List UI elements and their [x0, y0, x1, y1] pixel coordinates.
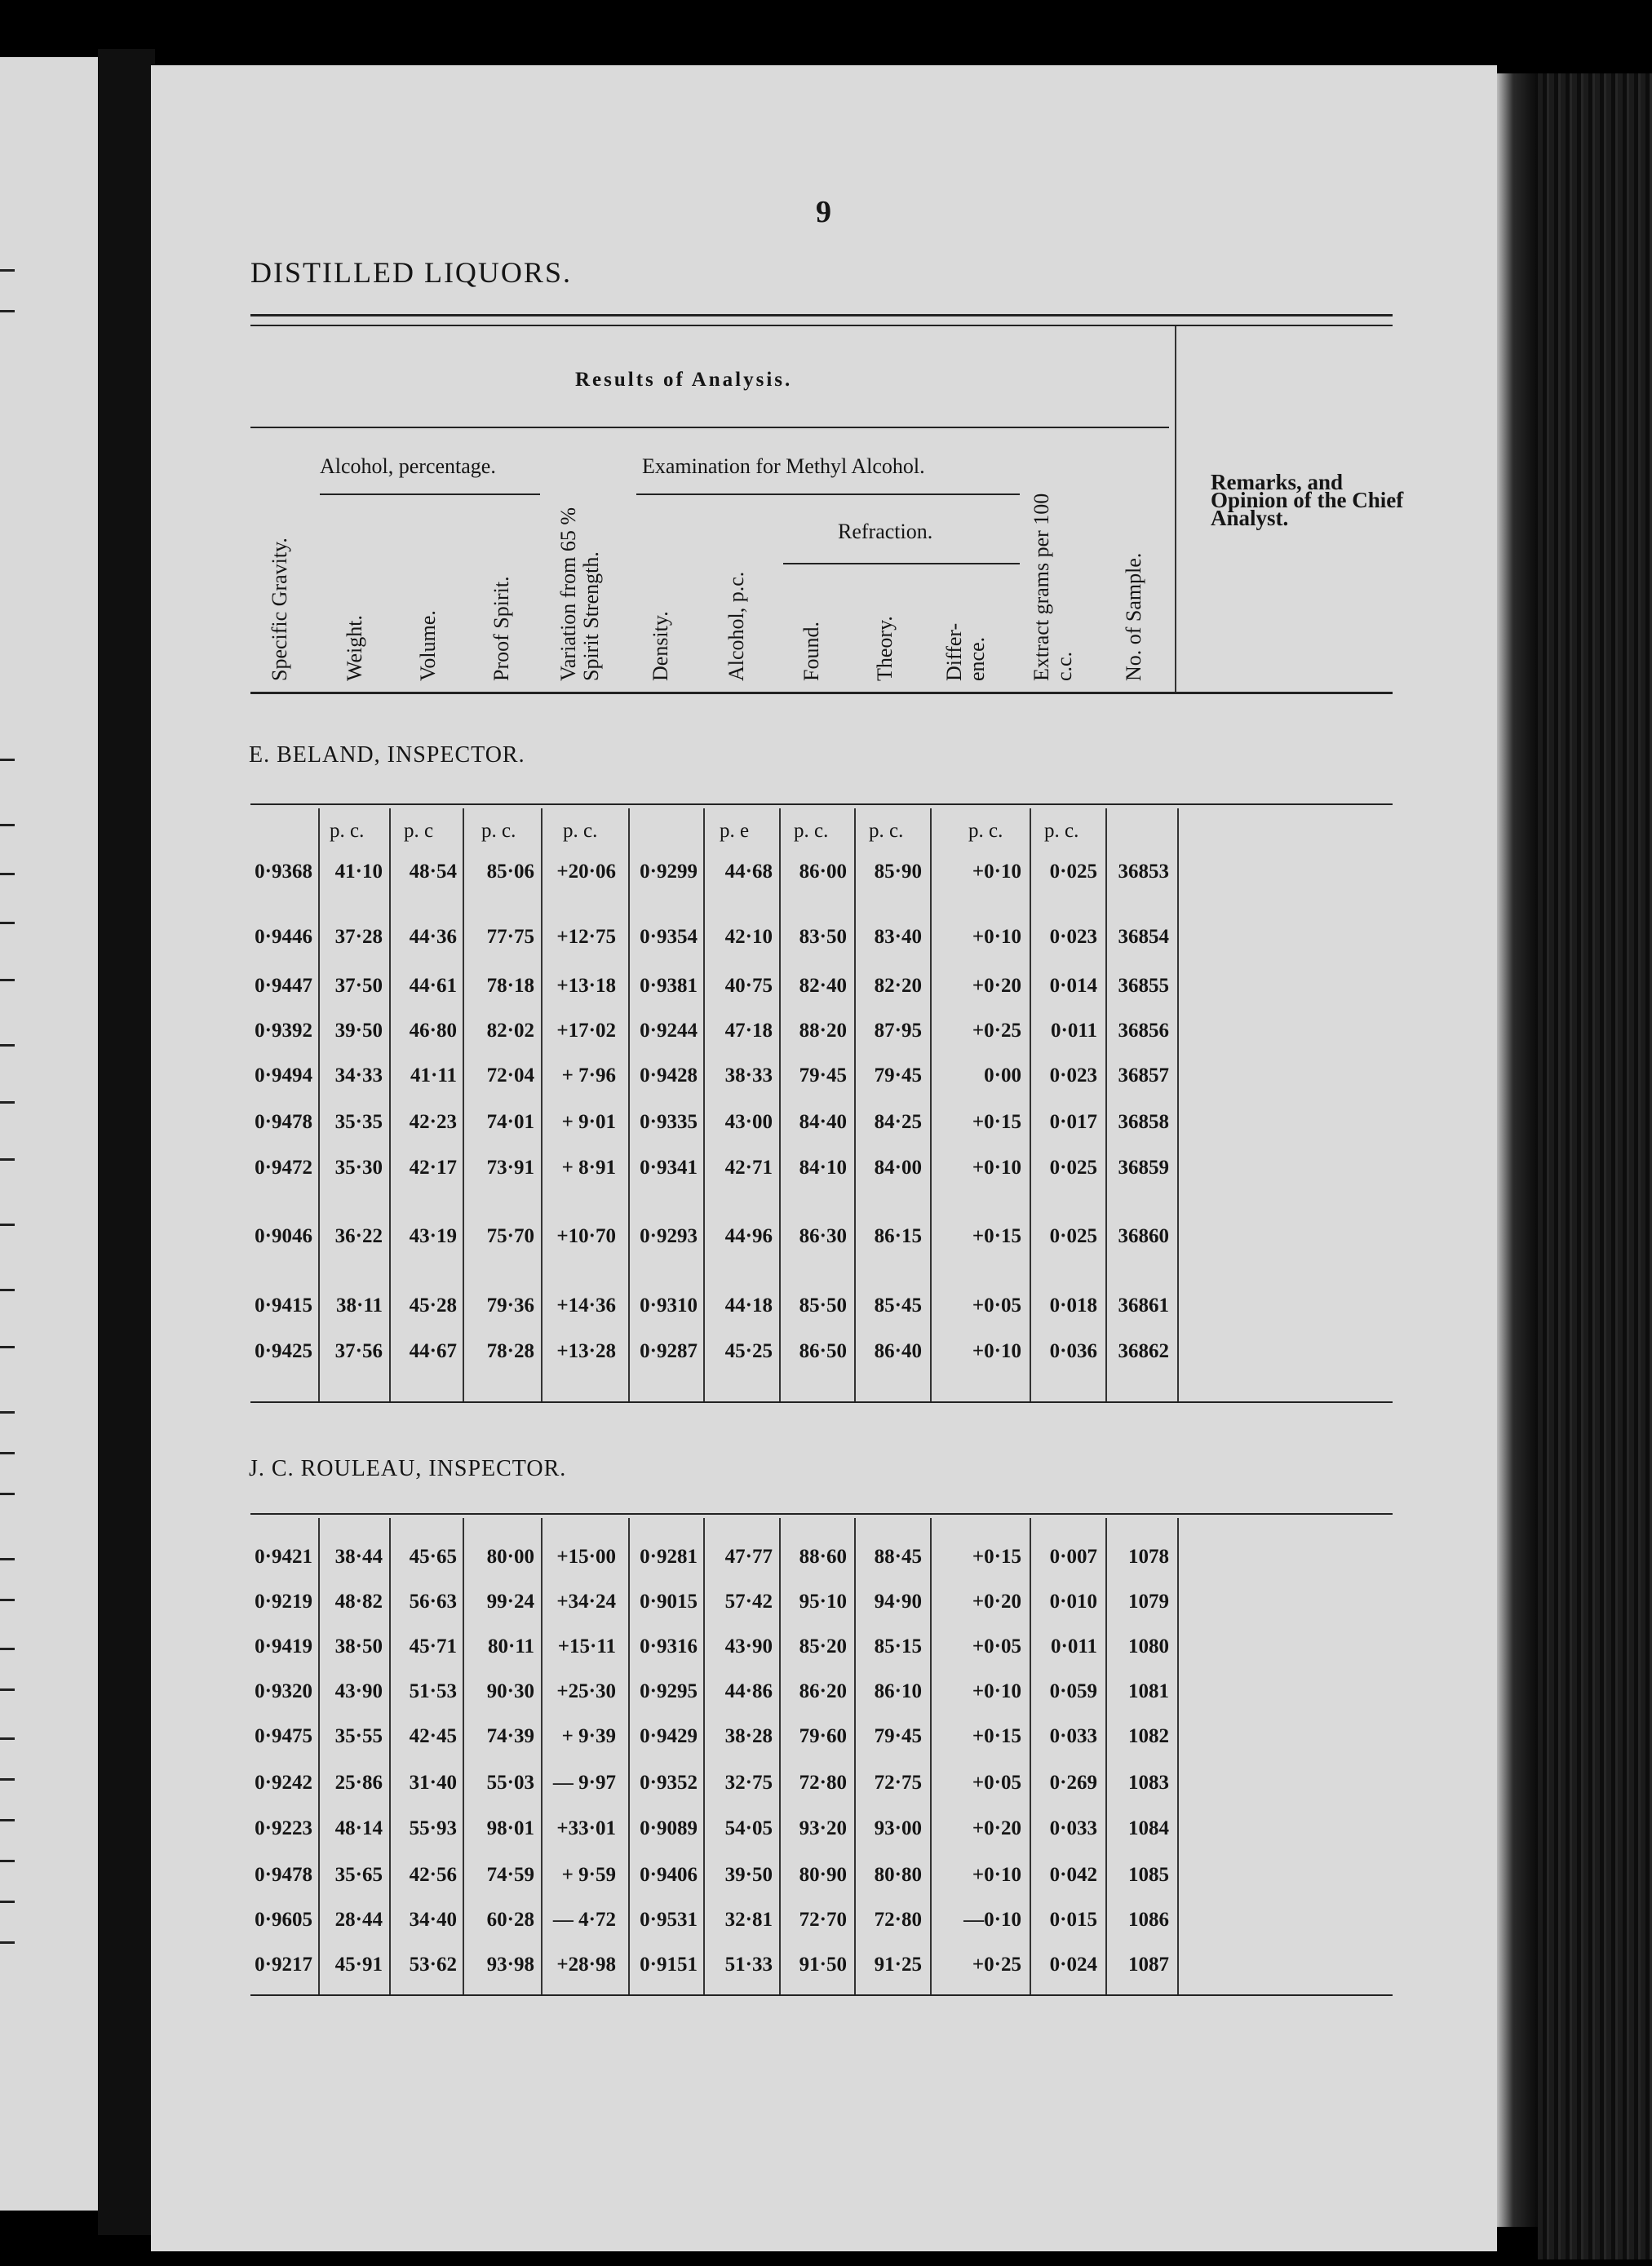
section-title: DISTILLED LIQUORS. [250, 256, 572, 289]
table-cell: 47·77 [724, 1546, 773, 1568]
table-cell: 91·25 [874, 1954, 922, 1976]
binding-gutter [98, 49, 155, 2235]
table-cell: 35·55 [334, 1725, 383, 1747]
inspector-heading: J. C. ROULEAU, INSPECTOR. [249, 1456, 567, 1481]
table-cell: 79·45 [874, 1064, 922, 1087]
table-cell: 0·9151 [640, 1954, 698, 1976]
sample-no-header: No. of Sample. [1122, 552, 1145, 681]
table-cell: 45·28 [409, 1295, 457, 1317]
top-rule-2 [250, 325, 1393, 326]
table-cell: 51·53 [409, 1680, 457, 1702]
table-cell: 0·9475 [255, 1725, 312, 1747]
results-rule [250, 427, 1169, 428]
table-cell: 0·9494 [255, 1064, 312, 1087]
table-cell: 94·90 [874, 1591, 922, 1613]
table-cell: 38·44 [334, 1546, 383, 1568]
table-cell: 31·40 [409, 1772, 457, 1794]
table-cell: 93·00 [874, 1817, 922, 1839]
table-cell: 0·9015 [640, 1591, 698, 1613]
table-cell: —0·10 [963, 1909, 1021, 1931]
alcohol-pc-header: Alcohol, p.c. [724, 571, 748, 681]
table-cell: 57·42 [724, 1591, 773, 1613]
table-cell: 42·45 [409, 1725, 457, 1747]
table-cell: 79·60 [799, 1725, 847, 1747]
header-bottom-rule [250, 692, 1393, 694]
table-cell: 42·23 [409, 1111, 457, 1133]
table-cell: 36860 [1118, 1225, 1169, 1247]
table-cell: 82·20 [874, 975, 922, 997]
table-cell: 77·75 [486, 926, 534, 948]
table-cell: 36854 [1118, 926, 1169, 948]
table-cell: 0·9341 [640, 1157, 698, 1179]
table-cell: 88·60 [799, 1546, 847, 1568]
unit-label: p. c. [794, 820, 829, 842]
difference-header-2: ence. [965, 636, 989, 681]
table-cell: +13·28 [556, 1340, 616, 1362]
table-cell: 0·059 [1049, 1680, 1097, 1702]
table-cell: 74·59 [486, 1864, 534, 1886]
table-cell: 0·036 [1049, 1340, 1097, 1362]
table-cell: 0·9354 [640, 926, 698, 948]
table-cell: +33·01 [556, 1817, 616, 1839]
table-cell: 0·011 [1051, 1635, 1097, 1657]
table-cell: 42·10 [724, 926, 773, 948]
table-cell: 0·9320 [255, 1680, 312, 1702]
extract-header-2: c.c. [1052, 651, 1076, 681]
remarks-header: Remarks, and Opinion of the Chief Analyst. [1211, 470, 1404, 530]
table-cell: +0·20 [972, 1591, 1021, 1613]
table-cell: 0·9429 [640, 1725, 698, 1747]
table-cell: 0·9335 [640, 1111, 698, 1133]
table-cell: 1084 [1128, 1817, 1169, 1839]
table-cell: 55·03 [486, 1772, 534, 1794]
table-cell: 72·70 [799, 1909, 847, 1931]
table-cell: 32·81 [724, 1909, 773, 1931]
table-cell: 1083 [1128, 1772, 1169, 1794]
table-cell: +0·25 [972, 1954, 1021, 1976]
table-cell: 56·63 [409, 1591, 457, 1613]
table-cell: 0·018 [1049, 1295, 1097, 1317]
table-cell: 41·11 [410, 1064, 457, 1087]
table-cell: +0·20 [972, 975, 1021, 997]
table-cell: 86·15 [874, 1225, 922, 1247]
table-cell: 0·9419 [255, 1635, 312, 1657]
table-cell: 1079 [1128, 1591, 1169, 1613]
table-cell: 39·50 [334, 1020, 383, 1042]
table-cell: 0·007 [1049, 1546, 1097, 1568]
table-cell: 0·9425 [255, 1340, 312, 1362]
table-cell: 0·9478 [255, 1864, 312, 1886]
adjacent-page-marks [0, 245, 24, 2039]
volume-header: Volume. [416, 610, 440, 681]
table-cell: 0·9089 [640, 1817, 698, 1839]
table-cell: 0·014 [1049, 975, 1097, 997]
column-divider [1177, 808, 1179, 1401]
table-cell: 36·22 [334, 1225, 383, 1247]
unit-label: p. e [720, 820, 750, 842]
table-cell: 0·9287 [640, 1340, 698, 1362]
table-cell: 84·40 [799, 1111, 847, 1133]
table-cell: 0·9447 [255, 975, 312, 997]
table-cell: 36855 [1118, 975, 1169, 997]
table-cell: 0·9478 [255, 1111, 312, 1133]
table-cell: + 7·96 [561, 1064, 616, 1087]
table-cell: 0·9421 [255, 1546, 312, 1568]
table-cell: +0·05 [972, 1772, 1021, 1794]
table-cell: 86·30 [799, 1225, 847, 1247]
table-cell: 36859 [1118, 1157, 1169, 1179]
table-cell: 36862 [1118, 1340, 1169, 1362]
difference-header: Differ- [942, 622, 966, 681]
table-cell: 0·9244 [640, 1020, 698, 1042]
table-cell: 43·19 [409, 1225, 457, 1247]
table-cell: +28·98 [556, 1954, 616, 1976]
table-cell: 1082 [1128, 1725, 1169, 1747]
page-edge [1497, 73, 1538, 2227]
table-cell: +0·15 [972, 1111, 1021, 1133]
table-cell: 45·91 [334, 1954, 383, 1976]
table-cell: 93·98 [486, 1954, 534, 1976]
table-cell: 35·35 [334, 1111, 383, 1133]
alcohol-percentage-header: Alcohol, percentage. [320, 454, 496, 478]
alcohol-rule [320, 493, 540, 495]
table-cell: +0·15 [972, 1546, 1021, 1568]
found-header: Found. [799, 622, 823, 681]
table-cell: +0·15 [972, 1225, 1021, 1247]
table-cell: 54·05 [724, 1817, 773, 1839]
methyl-rule [636, 493, 1020, 495]
table-cell: 1081 [1128, 1680, 1169, 1702]
table-cell: 60·28 [486, 1909, 534, 1931]
table-cell: 36857 [1118, 1064, 1169, 1087]
table-cell: 1080 [1128, 1635, 1169, 1657]
table-cell: 35·65 [334, 1864, 383, 1886]
table-cell: 48·54 [409, 861, 457, 883]
table-cell: 0·025 [1049, 1225, 1097, 1247]
density-header: Density. [649, 611, 672, 681]
table-cell: 42·56 [409, 1864, 457, 1886]
table-cell: 78·18 [486, 975, 534, 997]
table-cell: +0·05 [972, 1295, 1021, 1317]
table-cell: +34·24 [556, 1591, 616, 1613]
table-cell: 80·00 [486, 1546, 534, 1568]
methyl-exam-header: Examination for Methyl Alcohol. [642, 454, 925, 478]
extract-header: Extract grams per 100 [1030, 493, 1053, 681]
table-cell: 83·50 [799, 926, 847, 948]
table-cell: 38·33 [724, 1064, 773, 1087]
results-header: Results of Analysis. [575, 369, 793, 391]
page-number: 9 [816, 195, 831, 229]
scanner-background [1538, 73, 1652, 2259]
table-cell: 36856 [1118, 1020, 1169, 1042]
table-cell: + 9·39 [561, 1725, 616, 1747]
table-cell: 72·75 [874, 1772, 922, 1794]
table-cell: 72·80 [874, 1909, 922, 1931]
unit-label: p. c. [563, 820, 598, 842]
table-cell: +12·75 [556, 926, 616, 948]
table-cell: 1085 [1128, 1864, 1169, 1886]
table-cell: 38·50 [334, 1635, 383, 1657]
variation-header-2: Spirit Strength. [579, 551, 603, 681]
table-cell: 86·00 [799, 861, 847, 883]
table-cell: 79·45 [874, 1725, 922, 1747]
table-cell: 78·28 [486, 1340, 534, 1362]
table-cell: 0·269 [1049, 1772, 1097, 1794]
table-cell: 0·9299 [640, 861, 698, 883]
table-cell: 86·40 [874, 1340, 922, 1362]
refraction-rule [783, 563, 1020, 564]
refraction-header: Refraction. [838, 520, 933, 543]
table-cell: 85·15 [874, 1635, 922, 1657]
theory-header: Theory. [873, 616, 897, 681]
section-end-rule [250, 1401, 1393, 1403]
table-cell: 0·9281 [640, 1546, 698, 1568]
table-cell: 85·90 [874, 861, 922, 883]
table-cell: 80·11 [488, 1635, 534, 1657]
table-cell: 84·10 [799, 1157, 847, 1179]
table-cell: 39·50 [724, 1864, 773, 1886]
table-cell: +0·10 [972, 1157, 1021, 1179]
table-cell: +20·06 [556, 861, 616, 883]
table-cell: 36861 [1118, 1295, 1169, 1317]
table-cell: 1086 [1128, 1909, 1169, 1931]
table-cell: +0·10 [972, 861, 1021, 883]
table-cell: 98·01 [486, 1817, 534, 1839]
table-cell: 0·9046 [255, 1225, 312, 1247]
table-cell: 0·9295 [640, 1680, 698, 1702]
table-cell: 36858 [1118, 1111, 1169, 1133]
table-cell: 42·17 [409, 1157, 457, 1179]
table-cell: 0·9381 [640, 975, 698, 997]
table-cell: 83·40 [874, 926, 922, 948]
table-cell: 79·45 [799, 1064, 847, 1087]
table-cell: — 9·97 [552, 1772, 616, 1794]
table-cell: 0·9472 [255, 1157, 312, 1179]
remarks-divider [1175, 326, 1176, 693]
table-cell: 0·017 [1049, 1111, 1097, 1133]
table-cell: 44·86 [724, 1680, 773, 1702]
table-cell: 84·25 [874, 1111, 922, 1133]
table-cell: 40·75 [724, 975, 773, 997]
table-cell: 44·67 [409, 1340, 457, 1362]
table-cell: 84·00 [874, 1157, 922, 1179]
table-cell: 0·9217 [255, 1954, 312, 1976]
table-cell: + 9·01 [561, 1111, 616, 1133]
table-cell: 32·75 [724, 1772, 773, 1794]
table-cell: 0·00 [984, 1064, 1021, 1087]
table-cell: 0·033 [1049, 1817, 1097, 1839]
table-cell: 28·44 [334, 1909, 383, 1931]
table-cell: +15·11 [557, 1635, 616, 1657]
table-cell: 99·24 [486, 1591, 534, 1613]
table-cell: 55·93 [409, 1817, 457, 1839]
table-cell: +0·10 [972, 1864, 1021, 1886]
table-cell: 51·33 [724, 1954, 773, 1976]
table-cell: 0·025 [1049, 861, 1097, 883]
table-cell: 0·9223 [255, 1817, 312, 1839]
table-cell: 47·18 [724, 1020, 773, 1042]
table-cell: 44·61 [409, 975, 457, 997]
table-cell: 44·36 [409, 926, 457, 948]
table-cell: +15·00 [556, 1546, 616, 1568]
table-cell: 75·70 [486, 1225, 534, 1247]
table-cell: 0·9316 [640, 1635, 698, 1657]
table-cell: +0·10 [972, 1340, 1021, 1362]
table-cell: 38·11 [336, 1295, 383, 1317]
table-cell: 0·015 [1049, 1909, 1097, 1931]
table-cell: 86·50 [799, 1340, 847, 1362]
table-cell: 1087 [1128, 1954, 1169, 1976]
table-cell: 0·9428 [640, 1064, 698, 1087]
table-cell: 38·28 [724, 1725, 773, 1747]
table-cell: 0·9242 [255, 1772, 312, 1794]
variation-header: Variation from 65 % [556, 507, 580, 681]
table-cell: 48·82 [334, 1591, 383, 1613]
table-cell: 44·96 [724, 1225, 773, 1247]
table-cell: 0·042 [1049, 1864, 1097, 1886]
table-cell: 0·9352 [640, 1772, 698, 1794]
unit-label: p. c. [481, 820, 516, 842]
table-cell: + 9·59 [561, 1864, 616, 1886]
table-cell: 42·71 [724, 1157, 773, 1179]
table-cell: 74·39 [486, 1725, 534, 1747]
table-cell: +13·18 [556, 975, 616, 997]
table-cell: 43·90 [334, 1680, 383, 1702]
table-cell: 37·56 [334, 1340, 383, 1362]
table-cell: +0·15 [972, 1725, 1021, 1747]
section-rule [250, 803, 1393, 805]
unit-label: p. c. [330, 820, 365, 842]
table-cell: 0·9415 [255, 1295, 312, 1317]
table-cell: 85·45 [874, 1295, 922, 1317]
proof-spirit-header: Proof Spirit. [489, 576, 513, 681]
table-cell: 41·10 [334, 861, 383, 883]
table-cell: +0·20 [972, 1817, 1021, 1839]
table-cell: 0·024 [1049, 1954, 1097, 1976]
table-cell: 43·90 [724, 1635, 773, 1657]
table-cell: 0·023 [1049, 1064, 1097, 1087]
section-rule [250, 1513, 1393, 1515]
section-end-rule [250, 1994, 1393, 1996]
table-cell: 0·011 [1051, 1020, 1097, 1042]
table-cell: 0·023 [1049, 926, 1097, 948]
table-cell: +0·25 [972, 1020, 1021, 1042]
table-cell: +14·36 [556, 1295, 616, 1317]
table-cell: 45·65 [409, 1546, 457, 1568]
table-cell: 80·80 [874, 1864, 922, 1886]
table-cell: 82·40 [799, 975, 847, 997]
table-cell: +17·02 [556, 1020, 616, 1042]
table-cell: 85·06 [486, 861, 534, 883]
table-cell: 0·9310 [640, 1295, 698, 1317]
inspector-heading: E. BELAND, INSPECTOR. [249, 742, 525, 768]
table-cell: 91·50 [799, 1954, 847, 1976]
table-cell: 34·33 [334, 1064, 383, 1087]
table-cell: +10·70 [556, 1225, 616, 1247]
table-cell: 85·50 [799, 1295, 847, 1317]
table-cell: 0·025 [1049, 1157, 1097, 1179]
table-cell: +0·10 [972, 926, 1021, 948]
table-cell: 53·62 [409, 1954, 457, 1976]
table-cell: 85·20 [799, 1635, 847, 1657]
table-cell: 87·95 [874, 1020, 922, 1042]
top-rule [250, 314, 1393, 316]
table-cell: 0·9293 [640, 1225, 698, 1247]
table-cell: 93·20 [799, 1817, 847, 1839]
table-cell: 25·86 [334, 1772, 383, 1794]
table-cell: 88·20 [799, 1020, 847, 1042]
table-cell: 72·80 [799, 1772, 847, 1794]
table-cell: +0·10 [972, 1680, 1021, 1702]
table-cell: — 4·72 [552, 1909, 616, 1931]
table-cell: 0·9392 [255, 1020, 312, 1042]
table-cell: 0·9605 [255, 1909, 312, 1931]
table-cell: 46·80 [409, 1020, 457, 1042]
table-cell: 0·033 [1049, 1725, 1097, 1747]
table-cell: 0·010 [1049, 1591, 1097, 1613]
table-cell: 36853 [1118, 861, 1169, 883]
table-cell: 45·71 [409, 1635, 457, 1657]
table-cell: 74·01 [486, 1111, 534, 1133]
table-cell: 79·36 [486, 1295, 534, 1317]
table-cell: 0·9368 [255, 861, 312, 883]
table-cell: 0·9446 [255, 926, 312, 948]
table-cell: +25·30 [556, 1680, 616, 1702]
table-cell: 86·20 [799, 1680, 847, 1702]
table-cell: 73·91 [486, 1157, 534, 1179]
table-cell: 0·9531 [640, 1909, 698, 1931]
table-cell: 1078 [1128, 1546, 1169, 1568]
specific-gravity-header: Specific Gravity. [268, 538, 291, 681]
table-cell: 0·9219 [255, 1591, 312, 1613]
unit-label: p. c. [1044, 820, 1079, 842]
table-cell: + 8·91 [561, 1157, 616, 1179]
table-cell: 82·02 [486, 1020, 534, 1042]
table-cell: 37·28 [334, 926, 383, 948]
table-cell: 37·50 [334, 975, 383, 997]
table-cell: +0·05 [972, 1635, 1021, 1657]
column-divider [1177, 1518, 1179, 1994]
unit-label: p. c. [968, 820, 1003, 842]
weight-header: Weight. [343, 615, 366, 681]
table-cell: 48·14 [334, 1817, 383, 1839]
table-cell: 86·10 [874, 1680, 922, 1702]
table-cell: 43·00 [724, 1111, 773, 1133]
table-cell: 88·45 [874, 1546, 922, 1568]
table-cell: 45·25 [724, 1340, 773, 1362]
table-cell: 35·30 [334, 1157, 383, 1179]
unit-label: p. c. [869, 820, 904, 842]
table-cell: 72·04 [486, 1064, 534, 1087]
table-cell: 0·9406 [640, 1864, 698, 1886]
table-cell: 34·40 [409, 1909, 457, 1931]
table-cell: 80·90 [799, 1864, 847, 1886]
table-cell: 44·68 [724, 861, 773, 883]
table-cell: 95·10 [799, 1591, 847, 1613]
unit-label: p. c [404, 820, 434, 842]
table-cell: 44·18 [724, 1295, 773, 1317]
table-cell: 90·30 [486, 1680, 534, 1702]
